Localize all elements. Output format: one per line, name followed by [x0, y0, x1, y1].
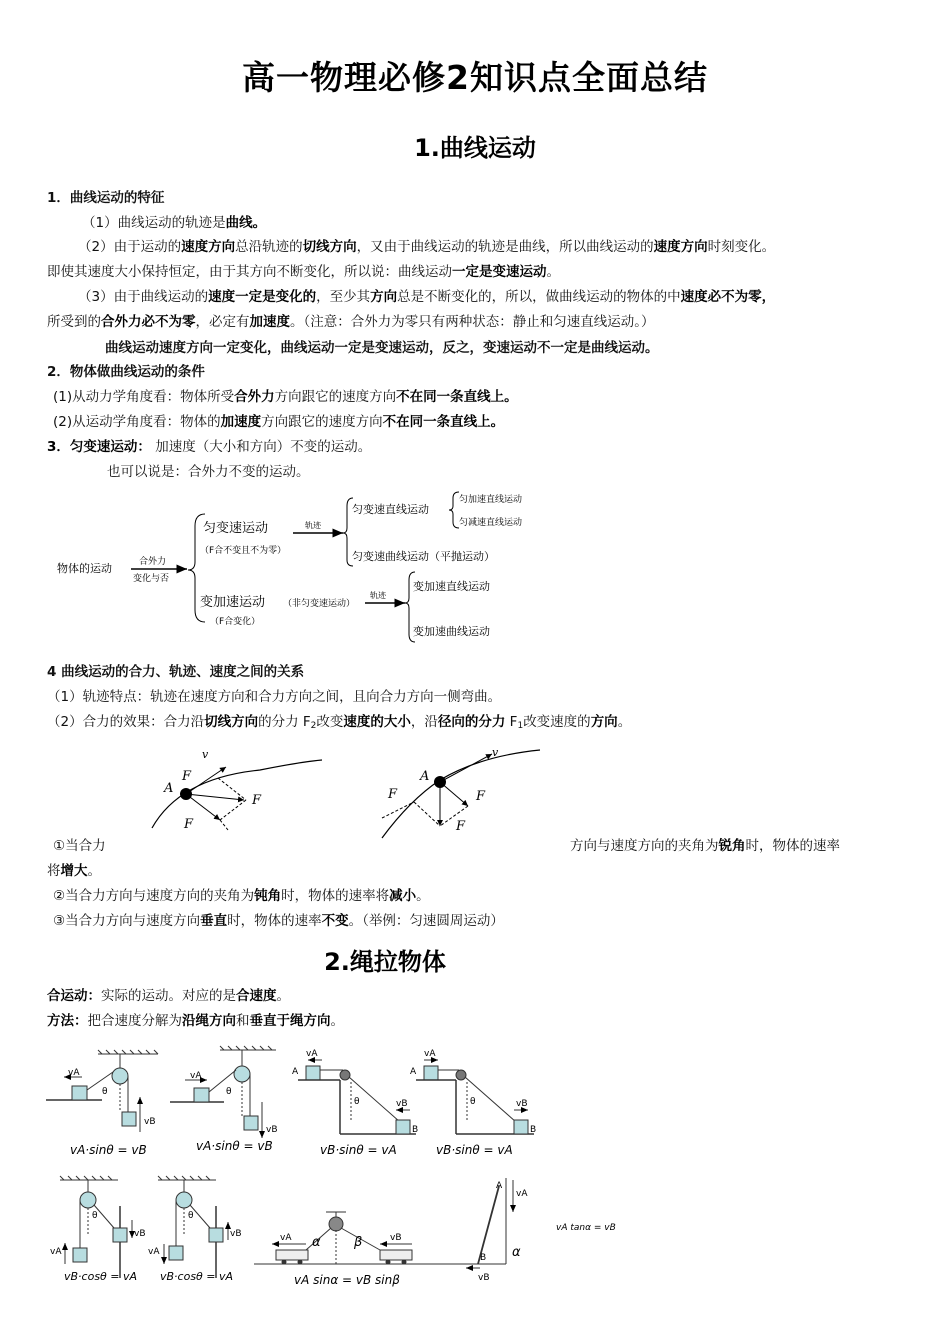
- relation-1: （1）轨迹特点：轨迹在速度方向和合力方向之间，且向合力方向一侧弯曲。: [47, 689, 502, 705]
- svg-text:vB: vB: [134, 1229, 146, 1239]
- svg-text:F: F: [476, 789, 486, 804]
- svg-text:vA: vA: [68, 1068, 80, 1078]
- svg-text:B: B: [530, 1125, 537, 1135]
- svg-text:v: v: [202, 748, 209, 761]
- svg-text:vA: vA: [516, 1189, 528, 1199]
- section-1-title: 1.曲线运动: [414, 134, 536, 162]
- bullet-3: ③当合力方向与速度方向垂直时，物体的速率不变。（举例：匀速圆周运动）: [53, 913, 504, 929]
- uniform-line-2: 也可以说是：合外力不变的运动。: [107, 464, 310, 480]
- svg-text:匀变速运动: 匀变速运动: [203, 521, 269, 536]
- para-3: （3）由于曲线运动的速度一定是变化的，至少其方向总是不断变化的，所以，做曲线运动的物体的中速度必不为零，: [78, 289, 776, 305]
- svg-text:F: F: [184, 817, 194, 832]
- svg-text:vB: vB: [144, 1117, 156, 1127]
- svg-text:轨迹: 轨迹: [370, 591, 386, 600]
- svg-text:轨迹: 轨迹: [305, 521, 321, 530]
- svg-text:A: A: [292, 1067, 299, 1077]
- document-title: 高一物理必修2知识点全面总结: [242, 58, 708, 97]
- svg-text:（F合变化）: （F合变化）: [210, 617, 261, 627]
- heading-1-features: 1．曲线运动的特征: [47, 190, 165, 206]
- para-1: （1）曲线运动的轨迹是曲线。: [82, 215, 267, 231]
- svg-text:A: A: [496, 1181, 503, 1191]
- svg-text:vA: vA: [50, 1247, 62, 1257]
- motion-classification-tree: [55, 486, 555, 646]
- svg-text:vA: vA: [190, 1071, 202, 1081]
- svg-text:vB: vB: [230, 1229, 242, 1239]
- svg-text:θ: θ: [102, 1087, 108, 1097]
- svg-text:物体的运动: 物体的运动: [57, 562, 112, 575]
- svg-text:vA: vA: [424, 1049, 436, 1059]
- svg-text:vA tanα = vB: vA tanα = vB: [556, 1223, 616, 1233]
- svg-text:α: α: [312, 1235, 321, 1250]
- svg-text:vA: vA: [280, 1233, 292, 1243]
- bullet-1: ①当合力: [53, 838, 106, 854]
- heading-3-uniform: 3．匀变速运动： 加速度（大小和方向）不变的运动。: [47, 439, 372, 455]
- svg-text:变化与否: 变化与否: [133, 574, 170, 584]
- svg-text:vB·sinθ = vA: vB·sinθ = vA: [436, 1143, 513, 1157]
- svg-text:匀加速直线运动: 匀加速直线运动: [459, 495, 523, 505]
- svg-text:β: β: [354, 1235, 363, 1250]
- svg-text:变加速曲线运动: 变加速曲线运动: [413, 625, 490, 638]
- bullet-1-cont: 方向与速度方向的夹角为锐角时，物体的速率: [570, 838, 840, 854]
- para-2: （2）由于运动的速度方向总沿轨迹的切线方向，又由于曲线运动的轨迹是曲线，所以曲线运动的速度方向时刻变化。: [78, 239, 776, 255]
- svg-text:变加速直线运动: 变加速直线运动: [413, 580, 490, 593]
- svg-text:θ: θ: [470, 1097, 476, 1107]
- bullet-2: ②当合力方向与速度方向的夹角为钝角时，物体的速率将减小。: [53, 888, 430, 904]
- svg-text:A: A: [164, 781, 174, 796]
- bullet-1-line-2: 将增大。: [47, 863, 101, 879]
- svg-text:vA: vA: [306, 1049, 318, 1059]
- svg-text:F: F: [456, 819, 466, 834]
- para-3-line-2: 所受到的合外力必不为零，必定有加速度。（注意：合外力为零只有两种状态：静止和匀速直线运动。）: [47, 314, 655, 330]
- summary-line: 曲线运动速度方向一定变化，曲线运动一定是变速运动，反之，变速运动不一定是曲线运动。: [105, 340, 659, 356]
- svg-text:vA·sinθ = vB: vA·sinθ = vB: [70, 1143, 147, 1157]
- svg-text:vB: vB: [390, 1233, 402, 1243]
- svg-text:（F合不变且不为零）: （F合不变且不为零）: [200, 546, 287, 556]
- svg-text:匀变速直线运动: 匀变速直线运动: [352, 503, 429, 516]
- svg-text:θ: θ: [92, 1211, 98, 1221]
- rope-figures-row-1: [40, 1042, 560, 1164]
- condition-1: (1)从动力学角度看：物体所受合外力方向跟它的速度方向不在同一条直线上。: [53, 389, 518, 405]
- method-line-1: 合运动：实际的运动。对应的是合速度。: [47, 988, 290, 1004]
- svg-text:α: α: [512, 1245, 521, 1260]
- section-2-title: 2.绳拉物体: [324, 948, 446, 976]
- svg-text:vA sinα = vB sinβ: vA sinα = vB sinβ: [294, 1273, 400, 1287]
- svg-text:F: F: [252, 793, 262, 808]
- svg-text:A: A: [420, 769, 430, 784]
- svg-text:vB: vB: [266, 1125, 278, 1135]
- relation-2: （2）合力的效果：合力沿切线方向的分力 $F_2$改变速度的大小，沿径向的分力 $F_1$改变速度的方向。: [47, 714, 632, 731]
- condition-2: (2)从运动学角度看：物体的加速度方向跟它的速度方向不在同一条直线上。: [53, 414, 505, 430]
- svg-text:vB·cosθ = vA: vB·cosθ = vA: [64, 1270, 138, 1283]
- force-diagrams: [140, 740, 550, 840]
- svg-text:θ: θ: [354, 1097, 360, 1107]
- svg-text:匀变速曲线运动（平抛运动）: 匀变速曲线运动（平抛运动）: [352, 550, 495, 563]
- para-2-line-2: 即使其速度大小保持恒定，由于其方向不断变化，所以说：曲线运动一定是变速运动。: [47, 264, 560, 280]
- svg-text:A: A: [410, 1067, 417, 1077]
- svg-text:匀减速直线运动: 匀减速直线运动: [459, 518, 523, 528]
- svg-text:θ: θ: [188, 1211, 194, 1221]
- svg-text:B: B: [412, 1125, 419, 1135]
- heading-2-conditions: 2．物体做曲线运动的条件: [47, 364, 205, 380]
- svg-text:变加速运动: 变加速运动: [200, 595, 266, 610]
- svg-text:vA: vA: [148, 1247, 160, 1257]
- rope-figures-row-2: [40, 1168, 640, 1290]
- svg-text:合外力: 合外力: [139, 557, 167, 567]
- svg-text:F: F: [182, 769, 192, 784]
- svg-text:vB: vB: [478, 1273, 490, 1283]
- svg-text:vB·sinθ = vA: vB·sinθ = vA: [320, 1143, 397, 1157]
- svg-text:θ: θ: [226, 1087, 232, 1097]
- method-line-2: 方法：把合速度分解为沿绳方向和垂直于绳方向。: [47, 1013, 344, 1029]
- svg-text:v: v: [492, 746, 499, 759]
- svg-text:vB: vB: [516, 1099, 528, 1109]
- svg-text:F: F: [388, 787, 398, 802]
- svg-text:B: B: [480, 1253, 487, 1263]
- svg-text:vB: vB: [396, 1099, 408, 1109]
- svg-text:（非匀变速运动）: （非匀变速运动）: [283, 599, 356, 609]
- heading-4-relation: 4 曲线运动的合力、轨迹、速度之间的关系: [47, 664, 305, 680]
- svg-text:vB·cosθ = vA: vB·cosθ = vA: [160, 1270, 234, 1283]
- svg-text:vA·sinθ = vB: vA·sinθ = vB: [196, 1139, 273, 1153]
